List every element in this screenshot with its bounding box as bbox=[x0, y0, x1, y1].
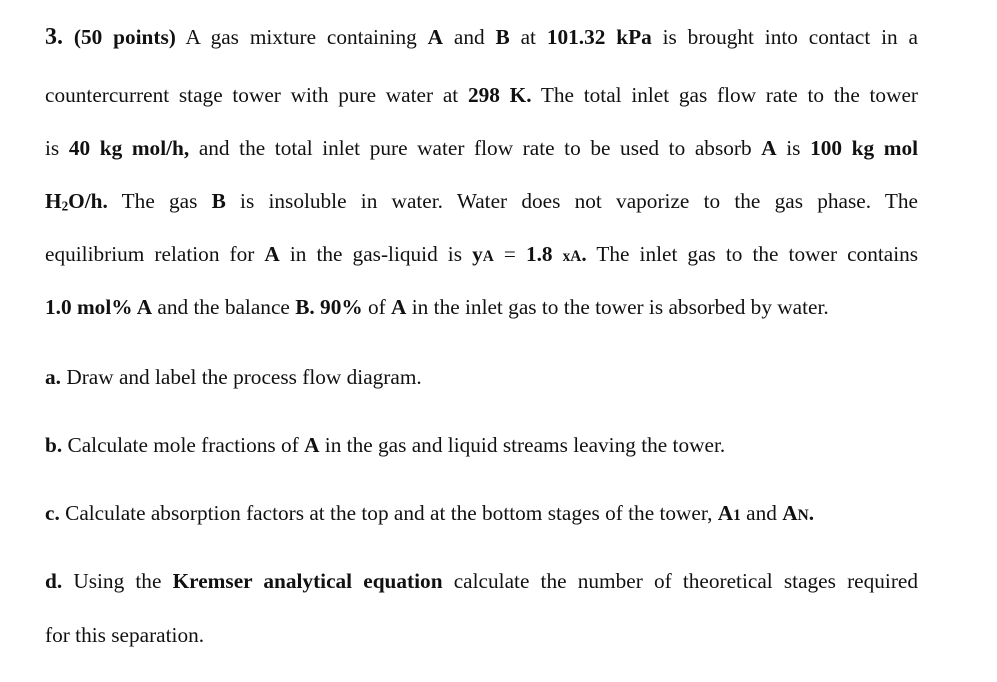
component-b: B bbox=[495, 25, 510, 49]
text: countercurrent stage tower with pure water at bbox=[45, 83, 459, 107]
text: in the inlet gas to the tower is absorbed by water. bbox=[411, 295, 829, 319]
pressure-value: 101.32 kPa bbox=[546, 25, 652, 49]
text: O/h. bbox=[68, 189, 108, 213]
component-a: A bbox=[304, 433, 320, 457]
text: A bbox=[717, 501, 734, 525]
text: for this separation. bbox=[45, 623, 205, 647]
component-b: B. bbox=[295, 295, 315, 319]
text: is bbox=[45, 136, 60, 160]
text: The gas bbox=[121, 189, 198, 213]
text: A gas mixture containing bbox=[185, 25, 417, 49]
text: Calculate mole fractions of bbox=[67, 433, 299, 457]
part-d bbox=[45, 568, 918, 594]
text: and bbox=[453, 25, 485, 49]
problem-line-4 bbox=[45, 188, 918, 214]
text: is bbox=[786, 136, 801, 160]
problem-number: 3. bbox=[45, 24, 63, 50]
problem-line-2 bbox=[45, 82, 918, 108]
text: y bbox=[472, 242, 483, 266]
part-label: d. bbox=[45, 569, 63, 593]
text: = bbox=[503, 242, 516, 266]
text: 1.8 bbox=[525, 242, 553, 266]
text: Calculate absorption factors at the top and at the bottom stages of the tower, bbox=[65, 501, 713, 525]
text: . bbox=[581, 242, 587, 266]
text: and the total inlet pure water flow rate to be used to absorb bbox=[198, 136, 752, 160]
water-formula bbox=[45, 189, 108, 213]
part-label: c. bbox=[45, 501, 60, 525]
component-b: B bbox=[211, 189, 226, 213]
component-a: A bbox=[264, 242, 280, 266]
text: is brought into contact in a bbox=[662, 25, 918, 49]
part-label: b. bbox=[45, 433, 63, 457]
problem-line-1 bbox=[45, 24, 918, 50]
absorption-percent: 90% bbox=[320, 295, 363, 319]
problem-line-3 bbox=[45, 135, 918, 161]
absorption-factor-top bbox=[718, 501, 741, 525]
kremser-equation: Kremser analytical equation bbox=[172, 569, 443, 593]
text: equilibrium relation for bbox=[45, 242, 255, 266]
component-a: A bbox=[427, 25, 444, 49]
gas-flow-value: 40 kg mol/h, bbox=[68, 136, 190, 160]
water-flow-value: 100 kg mol bbox=[810, 136, 919, 160]
text: The inlet gas to the tower contains bbox=[596, 242, 919, 266]
text: is insoluble in water. Water does not vaporize to the gas phase. The bbox=[240, 189, 918, 213]
component-a: A bbox=[761, 136, 777, 160]
text: in the gas-liquid is bbox=[289, 242, 462, 266]
part-a bbox=[45, 364, 422, 390]
text: and the balance bbox=[157, 295, 290, 319]
absorption-factor-bottom bbox=[782, 501, 814, 525]
subscript: 2 bbox=[61, 198, 69, 214]
text: in the gas and liquid streams leaving the tower. bbox=[324, 433, 726, 457]
text: Using the bbox=[73, 569, 162, 593]
text: and bbox=[746, 501, 777, 525]
subscript: A bbox=[570, 248, 582, 265]
problem-points: (50 points) bbox=[73, 25, 176, 49]
text: Draw and label the process flow diagram. bbox=[66, 365, 422, 389]
subscript: 1 bbox=[733, 507, 741, 524]
part-d-continuation bbox=[45, 622, 204, 648]
subscript: N bbox=[797, 507, 809, 524]
part-b bbox=[45, 432, 725, 458]
text: calculate the number of theoretical stages required bbox=[453, 569, 919, 593]
text: . bbox=[808, 501, 815, 525]
inlet-composition: 1.0 mol% A bbox=[45, 295, 153, 319]
component-a: A bbox=[391, 295, 407, 319]
text: The total inlet gas flow rate to the tower bbox=[540, 83, 918, 107]
text: x bbox=[562, 248, 571, 265]
subscript: A bbox=[482, 248, 494, 265]
text: H bbox=[45, 189, 62, 213]
problem-line-6 bbox=[45, 294, 829, 320]
part-label: a. bbox=[45, 365, 61, 389]
text: at bbox=[520, 25, 536, 49]
text: A bbox=[782, 501, 798, 525]
text: of bbox=[367, 295, 386, 319]
equilibrium-equation bbox=[472, 242, 587, 266]
part-c bbox=[45, 500, 814, 529]
temperature-value: 298 K. bbox=[467, 83, 532, 107]
problem-line-5 bbox=[45, 241, 918, 270]
